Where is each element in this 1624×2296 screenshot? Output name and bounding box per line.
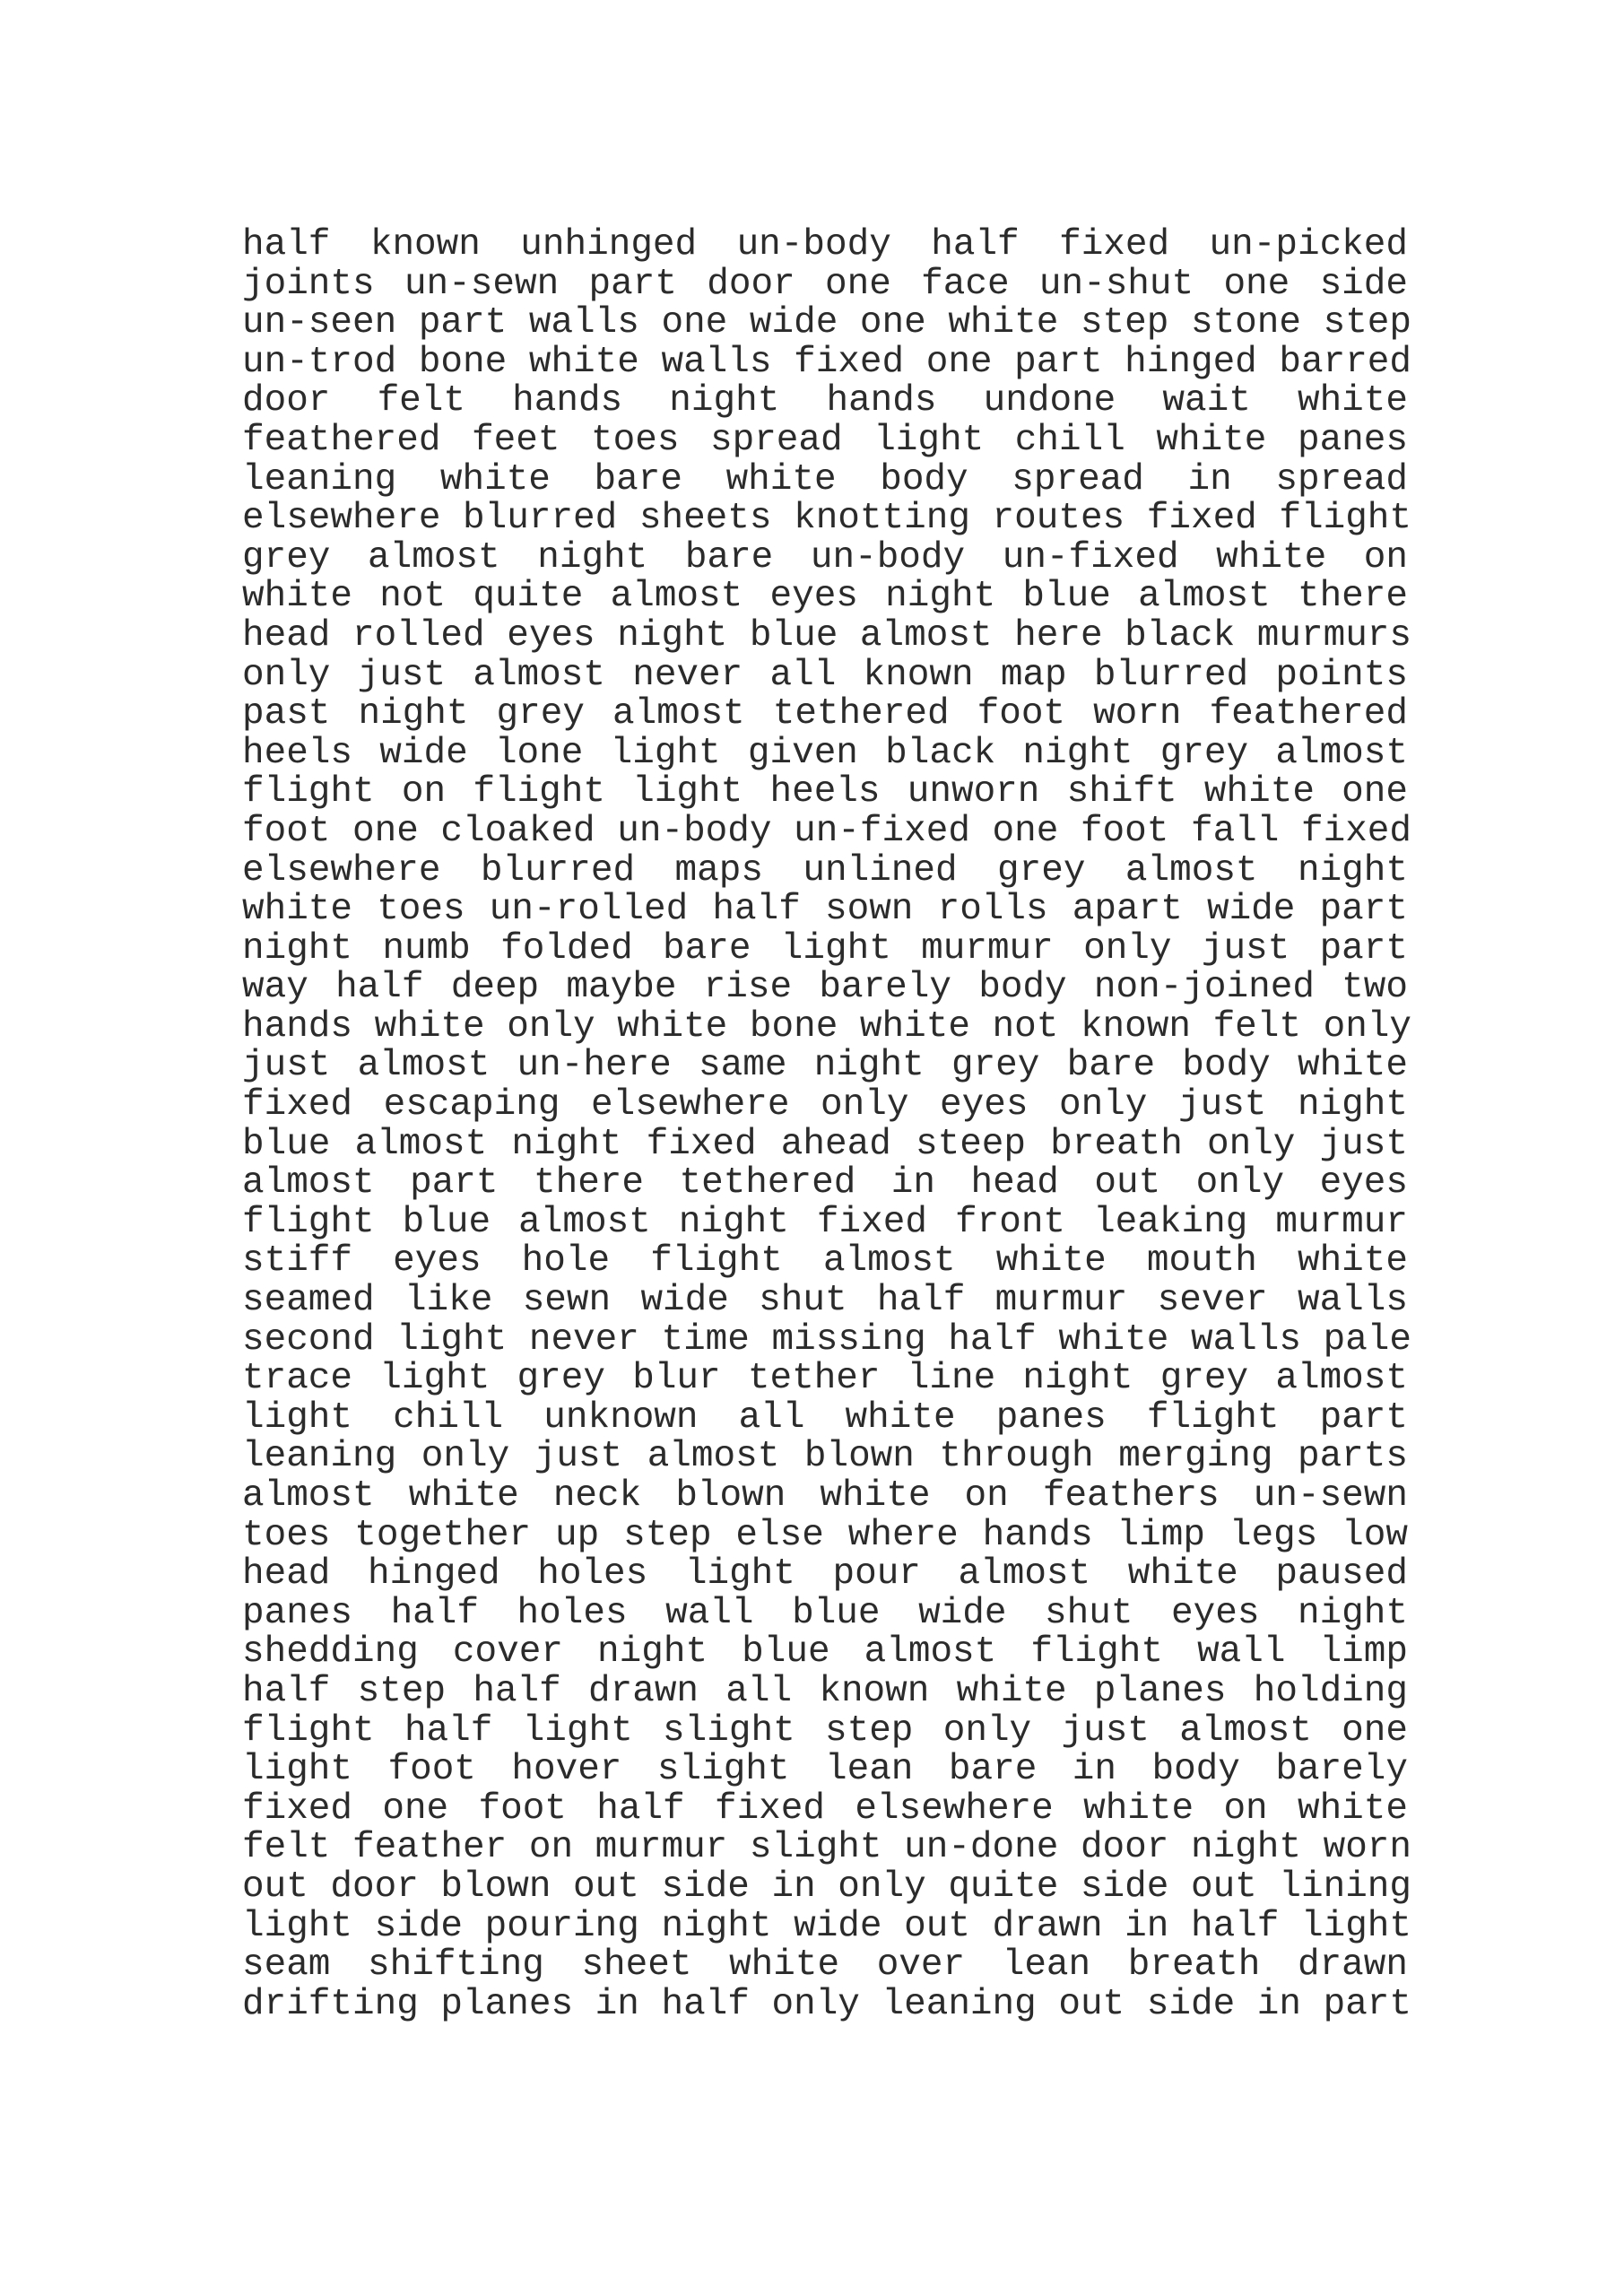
poem-line: foot one cloaked un-body un-fixed one foot fall fixed — [242, 810, 1412, 852]
poem-line: seam shifting sheet white over lean breath drawn — [242, 1944, 1408, 1987]
poem-line: stiff eyes hole flight almost white mouth white — [242, 1240, 1408, 1283]
poem-line: head rolled eyes night blue almost here black murmurs — [242, 614, 1412, 657]
poem-line: toes together up step else where hands limp legs low — [242, 1514, 1408, 1556]
poem-line: shedding cover night blue almost flight wall limp — [242, 1631, 1408, 1674]
poem-line: elsewhere blurred sheets knotting routes fixed flight — [242, 498, 1412, 540]
poem-line: second light never time missing half white walls pale — [242, 1318, 1412, 1361]
poem-line: heels wide lone light given black night grey almost — [242, 732, 1408, 774]
poem-line: past night grey almost tethered foot worn feathered — [242, 693, 1408, 735]
poem-line: way half deep maybe rise barely body non-joined two — [242, 967, 1408, 1009]
poem-line: light foot hover slight lean bare in body barely — [242, 1749, 1408, 1791]
poem-line: almost white neck blown white on feathers un-sewn — [242, 1475, 1408, 1517]
poem-line: light chill unknown all white panes flight part — [242, 1396, 1408, 1439]
poem-line: almost part there tethered in head out only eyes — [242, 1162, 1408, 1205]
poem-text-block — [242, 224, 1412, 2025]
poem-line: light side pouring night wide out drawn in half light — [242, 1905, 1412, 1947]
poem-line: flight half light slight step only just almost one — [242, 1709, 1408, 1752]
poem-line: drifting planes in half only leaning out side in part — [242, 1983, 1412, 2025]
poem-line: felt feather on murmur slight un-done door night worn — [242, 1827, 1412, 1869]
poem-line: elsewhere blurred maps unlined grey almost night — [242, 849, 1408, 891]
poem-line: feathered feet toes spread light chill white panes — [242, 419, 1408, 461]
poem-line: half step half drawn all known white planes holding — [242, 1670, 1408, 1712]
poem-line: out door blown out side in only quite side out lining — [242, 1866, 1412, 1908]
poem-line: fixed one foot half fixed elsewhere white on white — [242, 1787, 1408, 1830]
poem-line: un-seen part walls one wide one white step stone step — [242, 302, 1412, 344]
poem-line: fixed escaping elsewhere only eyes only just night — [242, 1084, 1408, 1126]
poem-line: flight on flight light heels unworn shift white one — [242, 771, 1408, 813]
poem-line: only just almost never all known map blurred points — [242, 654, 1408, 696]
poem-line: half known unhinged un-body half fixed un-picked — [242, 224, 1408, 265]
poem-line: leaning only just almost blown through merging parts — [242, 1436, 1408, 1478]
poem-line: white not quite almost eyes night blue almost there — [242, 576, 1408, 618]
poem-line: panes half holes wall blue wide shut eyes night — [242, 1592, 1408, 1634]
poem-line: just almost un-here same night grey bare body white — [242, 1045, 1408, 1087]
poem-line: hands white only white bone white not known felt only — [242, 1005, 1412, 1048]
poem-line: joints un-sewn part door one face un-shut one side — [242, 263, 1408, 305]
poem-line: flight blue almost night fixed front leaking murmur — [242, 1201, 1408, 1243]
poem-line: trace light grey blur tether line night grey almost — [242, 1358, 1408, 1400]
poem-line: leaning white bare white body spread in spread — [242, 458, 1408, 500]
poem-line: door felt hands night hands undone wait white — [242, 380, 1408, 422]
poem-line: seamed like sewn wide shut half murmur sever walls — [242, 1280, 1408, 1322]
poem-line: white toes un-rolled half sown rolls apart wide part — [242, 889, 1408, 931]
poem-line: head hinged holes light pour almost white paused — [242, 1553, 1408, 1596]
poem-line: un-trod bone white walls fixed one part hinged barred — [242, 341, 1412, 383]
poem-line: night numb folded bare light murmur only just part — [242, 927, 1408, 970]
poem-line: blue almost night fixed ahead steep breath only just — [242, 1123, 1408, 1165]
poem-line: grey almost night bare un-body un-fixed white on — [242, 536, 1408, 578]
